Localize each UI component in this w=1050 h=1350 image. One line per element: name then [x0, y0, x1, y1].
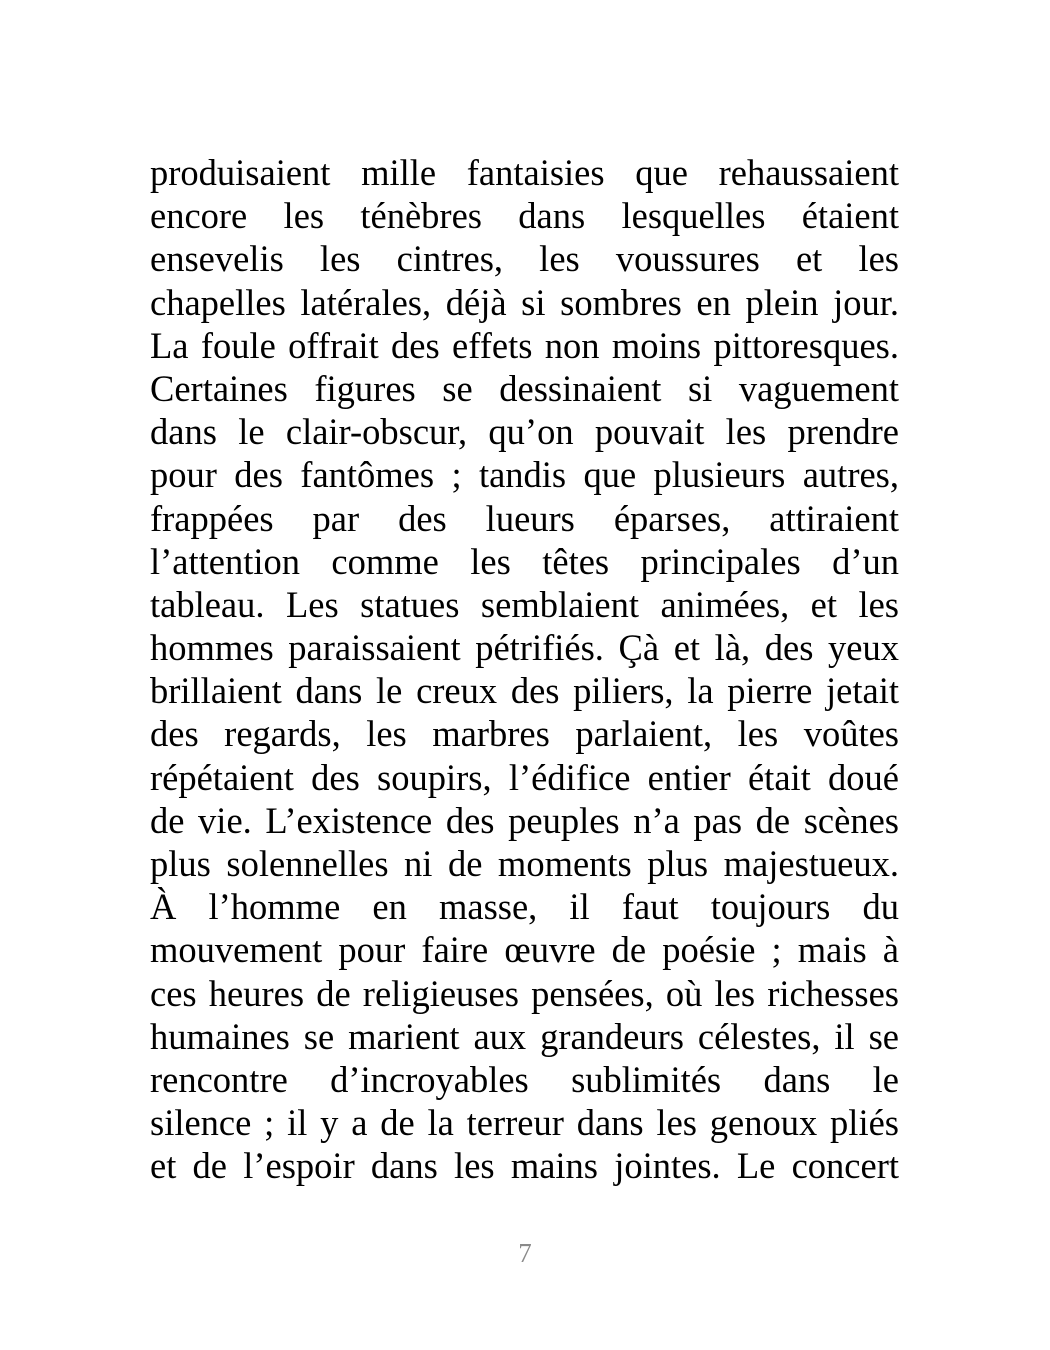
text-line: tableau. Les statues semblaient animées, et les [150, 583, 899, 625]
text-line: encore les ténèbres dans lesquelles étaient [150, 195, 899, 237]
text-line: plus solennelles ni de moments plus majestueux. [150, 843, 899, 884]
text-line: chapelles latérales, déjà si sombres en plein jour. [150, 281, 899, 323]
text-line: frappées par des lueurs éparses, attiraient [150, 497, 899, 539]
text-line: Certaines figures se dessinaient si vaguement [150, 367, 899, 409]
text-line: mouvement pour faire œuvre de poésie ; mais à [150, 929, 899, 971]
text-line: produisaient mille fantaisies que rehaussaient [150, 152, 899, 193]
text-line: La foule offrait des effets non moins pittoresques. [150, 324, 899, 366]
text-line: rencontre d’incroyables sublimités dans le [150, 1058, 899, 1100]
body-text [150, 151, 899, 1188]
text-line: hommes paraissaient pétrifiés. Çà et là, des yeux [150, 627, 899, 669]
page-number: 7 [518, 1238, 532, 1268]
text-line: et de l’espoir dans les mains jointes. Le concert [150, 1145, 899, 1187]
text-line: humaines se marient aux grandeurs célestes, il se [150, 1015, 899, 1057]
text-line: de vie. L’existence des peuples n’a pas de scènes [150, 799, 899, 841]
text-line: ensevelis les cintres, les voussures et les [150, 238, 899, 280]
text-line: des regards, les marbres parlaient, les voûtes [150, 713, 899, 755]
text-line: pour des fantômes ; tandis que plusieurs autres, [150, 454, 899, 496]
text-line: brillaient dans le creux des piliers, la pierre jetait [150, 670, 899, 712]
text-line: répétaient des soupirs, l’édifice entier était doué [150, 756, 899, 798]
text-line: silence ; il y a de la terreur dans les genoux pliés [150, 1102, 899, 1144]
text-line: dans le clair-obscur, qu’on pouvait les prendre [150, 411, 899, 453]
text-line: l’attention comme les têtes principales d’un [150, 540, 899, 582]
text-line: ces heures de religieuses pensées, où les richesses [150, 972, 899, 1014]
text-line: À l’homme en masse, il faut toujours du [150, 886, 899, 928]
